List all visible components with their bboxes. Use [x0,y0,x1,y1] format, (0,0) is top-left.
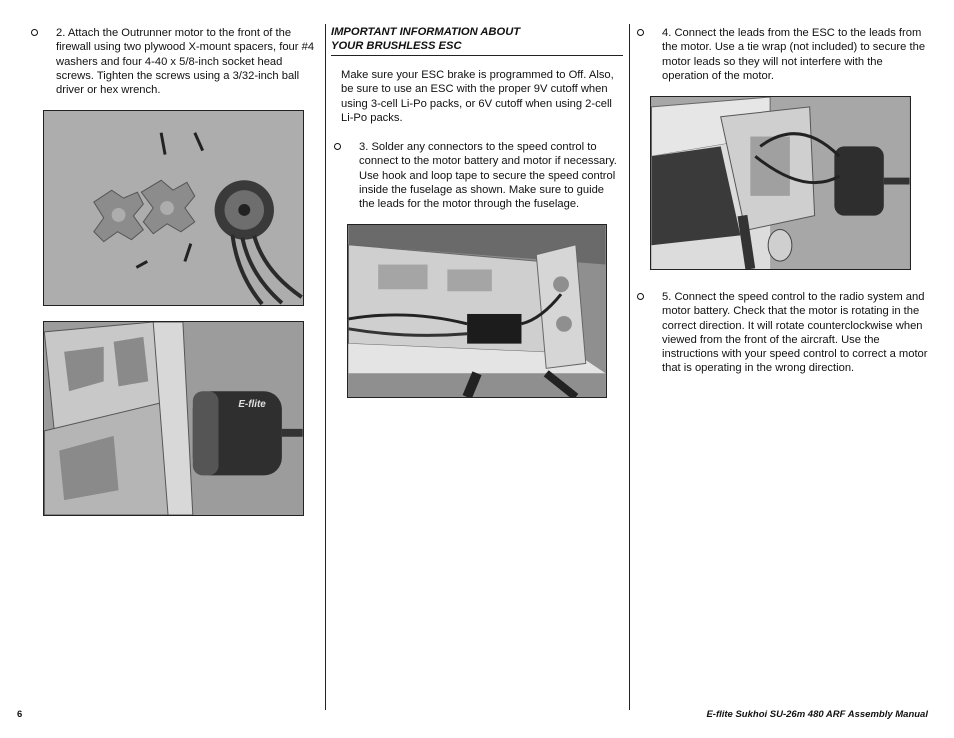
step-4-text: 4. Connect the leads from the ESC to the leads from the motor. Use a tie wrap (not included) to secure the motor leads so they will not interfere with the operation of the motor. [662,27,926,82]
page-number: 6 [17,709,23,720]
step-5-text: 5. Connect the speed control to the radio system and motor battery. Check that the motor is rotating in the correct direction. It will rotate counterclockwise when viewed from the front of the aircraft. Use the instructions with your speed control to correct a motor that is operating in the wrong direction. [662,291,928,375]
leads-connected-illustration [651,97,910,269]
checkbox-bullet-icon [31,29,38,36]
notice-title [331,26,623,56]
motor-parts-illustration [44,111,303,305]
checkbox-bullet-icon [637,29,644,36]
photo-motor-parts [43,110,304,306]
step-3-text: 3. Solder any connectors to the speed control to connect to the motor battery and motor if necessary. Use hook and loop tape to secure the speed control inside the fuselage as shown. Make sure to guide the leads for the motor through the fuselage. [359,141,617,211]
step-2-text: 2. Attach the Outrunner motor to the front of the firewall using two plywood X-mount spacers, four #4 washers and four 4-40 x 5/8-inch socket head screws. Tighten the screws using a 3/32-inch ball driver or hex wrench. [56,27,315,97]
column-divider-right [629,24,630,710]
motor-mounted-illustration [44,322,303,515]
notice-title-line1: IMPORTANT INFORMATION ABOUT [331,26,521,38]
motor-brand-label: E-flite [238,399,266,411]
column-divider-left [325,24,326,710]
checkbox-bullet-icon [334,143,341,150]
notice-body: Make sure your ESC brake is programmed to Off. Also, be sure to use an ESC with the proper 9V cutoff when using 3-cell Li-Po packs, or 6V cutoff when using 2-cell Li-Po packs. [341,69,614,124]
photo-leads-connected [650,96,911,270]
manual-title: E-flite Sukhoi SU-26m 480 ARF Assembly Manual [706,709,928,720]
checkbox-bullet-icon [637,293,644,300]
notice-title-line2: YOUR BRUSHLESS ESC [331,39,462,52]
esc-installed-illustration [348,225,606,397]
photo-motor-mounted [43,321,304,516]
photo-esc-installed [347,224,607,398]
